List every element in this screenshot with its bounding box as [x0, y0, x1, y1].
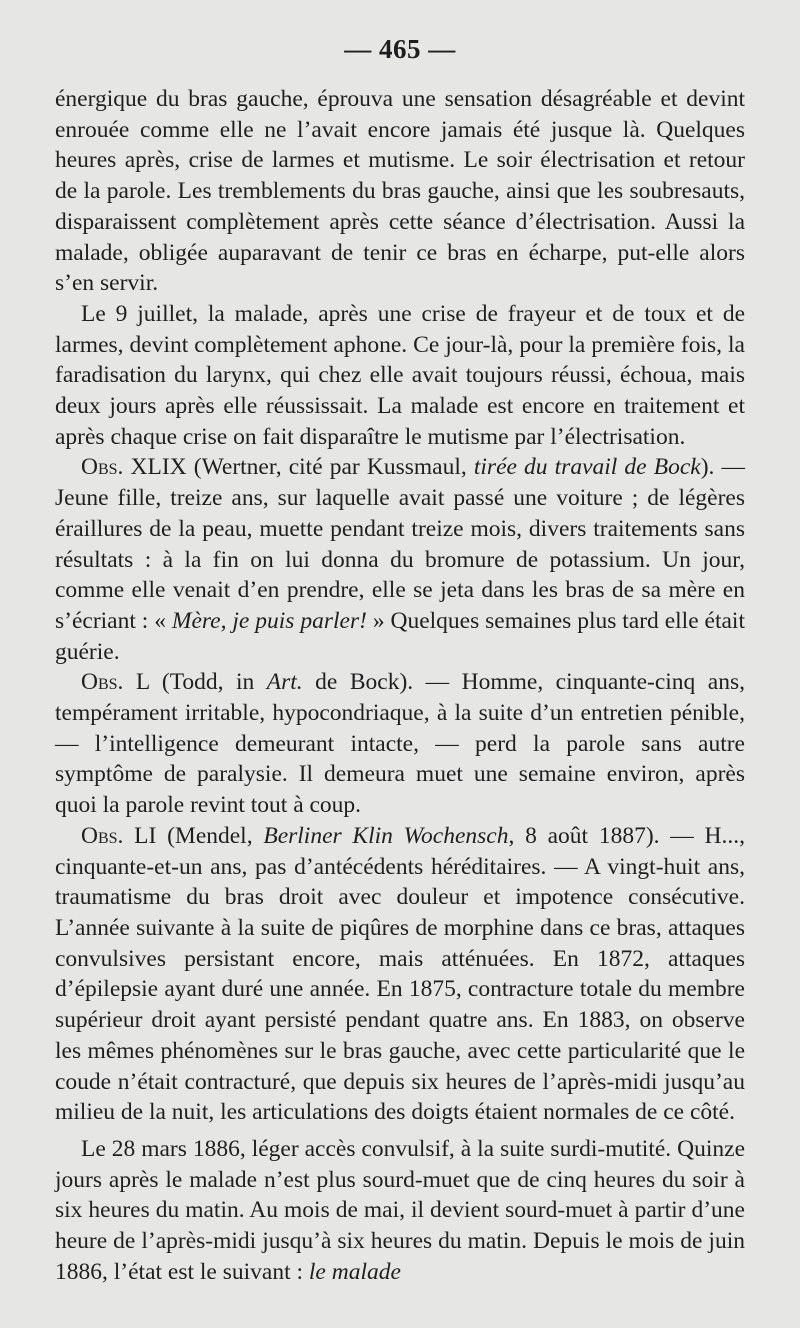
observation-paragraph: [55, 667, 745, 821]
paragraph-text: énergique du bras gauche, éprouva une sensation désagréable et devint enrouée comme elle ne l’avait encore jamais été jusque là. Quelques heures après, crise de larmes et mutisme. Le soir électrisation et retour de la parole. Les tremblements du bras gauche, ainsi que les soubresauts, disparaissent complètement après cette séance d’électrisation. Aussi la malade, obligée auparavant de tenir ce bras en écharpe, put-elle alors s’en servir.: [55, 86, 745, 297]
italic-text: le malade: [308, 1258, 401, 1285]
italic-source-title: Berliner Klin Wochensch: [263, 822, 509, 849]
paragraph-text: Le 28 mars 1886, léger accès convulsif, à la suite surdi-mutité. Quinze jours après le malade n’est plus sourd-muet que de cinq heures du soir à six heures du matin. Au mois de mai, il devient sourd-muet à partir d’une heure de l’après-midi jusqu’à six heures du matin. Depuis le mois de juin 1886, l’état est le suivant :: [55, 1135, 745, 1285]
paragraph-text: Le 9 juillet, la malade, après une crise de frayeur et de toux et de larmes, devint complètement aphone. Ce jour-là, pour la première fois, la faradisation du larynx, qui chez elle avait toujours réussi, échoua, mais deux jours après elle réussissait. La malade est encore en traitement et après chaque crise on fait disparaître le mutisme par l’électrisation.: [55, 300, 745, 450]
italic-source-title: Art.: [266, 669, 303, 696]
paragraph-text: LI (Mendel,: [123, 822, 264, 849]
paragraph: [55, 1134, 745, 1288]
paragraph-text: XLIX (Wertner, cité par Kussmaul,: [123, 454, 474, 481]
page-body: [55, 84, 745, 1287]
paragraph-text: L (Todd, in: [123, 669, 267, 696]
observation-paragraph: [55, 821, 745, 1128]
observation-paragraph: [55, 452, 745, 667]
observation-abbrev: Obs.: [81, 822, 124, 849]
italic-source-title: tirée du travail de Bock: [473, 454, 701, 481]
paragraph-text: de Bock). — Homme, cinquante-cinq ans, tempérament irritable, hypocondriaque, à la suite d’un entretien pénible, — l’intelligence demeurant intacte, — perd la parole sans autre symptôme de paralysie. Il demeura muet une semaine environ, après quoi la parole revint tout à coup.: [55, 669, 745, 819]
paragraph: [55, 299, 745, 453]
paragraph-text: , 8 août 1887). — H..., cinquante-et-un ans, pas d’antécédents héréditaires. — A vingt-huit ans, traumatisme du bras droit avec douleur et impotence consécutive. L’année suivante à la suite de piqûres de morphine dans ce bras, attaques convulsives persistant encore, mais atténuées. En 1872, attaques d’épilepsie ayant duré une année. En 1875, contracture totale du membre supérieur droit ayant persisté pendant quatre ans. En 1883, on observe les mêmes phénomènes sur le bras gauche, avec cette particularité que le coude n’était contracturé, que depuis six heures de l’après-midi jusqu’au milieu de la nuit, les articulations des doigts étaient normales de ce côté.: [55, 822, 745, 1126]
paragraph: [55, 84, 745, 299]
observation-abbrev: Obs.: [81, 454, 124, 481]
observation-abbrev: Obs.: [81, 669, 124, 696]
paragraph-text: » Quelques semaines plus tard elle était guérie.: [55, 607, 745, 665]
page-number: — 465 —: [344, 34, 456, 64]
paragraph-text: ). — Jeune fille, treize ans, sur laquelle avait passé une voiture ; de légères éraillures de la peau, muette pendant treize mois, divers traitements sans résultats : à la fin on lui donna du bromure de potassium. Un jour, comme elle venait d’en prendre, elle se jeta dans les bras de sa mère en s’écriant : «: [55, 454, 745, 634]
italic-quote: Mère, je puis parler!: [171, 607, 367, 634]
